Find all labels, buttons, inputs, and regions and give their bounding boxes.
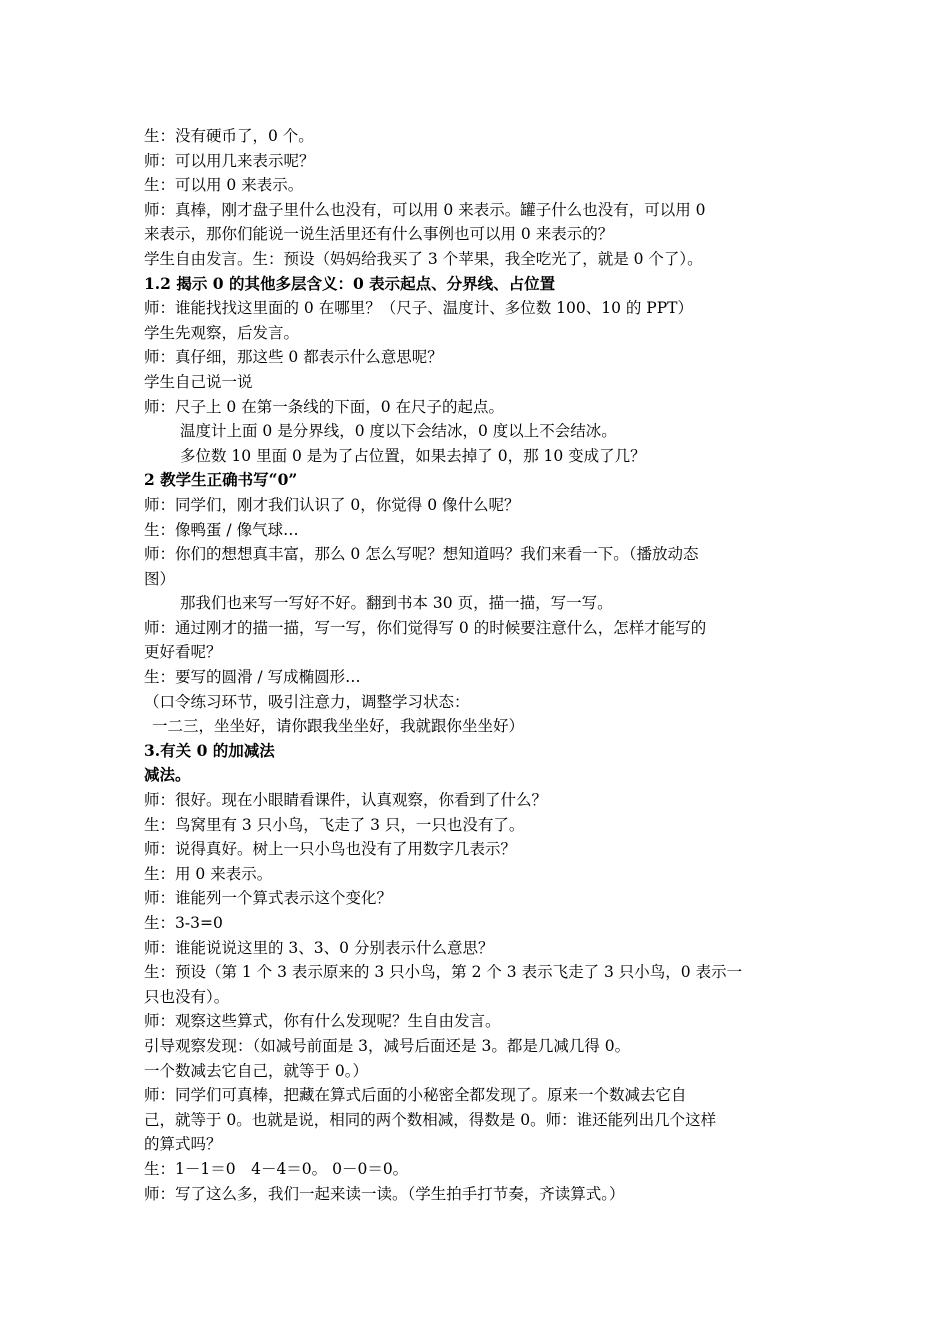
text-line: 生：要写的圆滑 / 写成椭圆形… bbox=[144, 668, 361, 687]
text-line: 生：像鸭蛋 / 像气球… bbox=[144, 520, 299, 539]
text-line: 师：真仔细，那这些 0 都表示什么意思呢？ bbox=[144, 348, 443, 367]
text-line: 师：可以用几来表示呢？ bbox=[144, 151, 315, 170]
text-line: 师：写了这么多，我们一起来读一读。（学生拍手打节奏，齐读算式。） bbox=[144, 1184, 625, 1203]
text-line: 师：谁能列一个算式表示这个变化？ bbox=[144, 889, 393, 908]
text-line: 师：真棒，刚才盘子里什么也没有，可以用 0 来表示。罐子什么也没有，可以用 0 bbox=[144, 200, 706, 219]
text-line: 引导观察发现：（如减号前面是 3，减号后面还是 3。都是几减几得 0。 bbox=[144, 1036, 631, 1055]
section-heading: 1.2 揭示 0 的其他多层含义：0 表示起点、分界线、占位置 bbox=[144, 273, 556, 293]
text-line: 来表示，那你们能说一说生活里还有什么事例也可以用 0 来表示的？ bbox=[144, 225, 614, 244]
section-heading: 3.有关 0 的加减法 bbox=[144, 740, 275, 760]
text-line: 师：观察这些算式，你有什么发现呢？生自由发言。 bbox=[144, 1012, 501, 1031]
text-line: 温度计上面 0 是分界线，0 度以下会结冰，0 度以上不会结冰。 bbox=[180, 422, 617, 441]
text-line: 师：很好。现在小眼睛看课件，认真观察，你看到了什么？ bbox=[144, 791, 548, 810]
text-line: 师：谁能说说这里的 3、3、0 分别表示什么意思？ bbox=[144, 938, 494, 957]
text-line: 学生先观察，后发言。 bbox=[144, 323, 300, 342]
subsection-heading: 减法。 bbox=[144, 765, 191, 785]
text-line: 师：同学们可真棒，把藏在算式后面的小秘密全都发现了。原来一个数减去它自 bbox=[144, 1086, 687, 1105]
text-line: 师：尺子上 0 在第一条线的下面，0 在尺子的起点。 bbox=[144, 397, 505, 416]
section-heading: 2 教学生正确书写“0” bbox=[144, 470, 298, 490]
text-line: 生：3-3=0 bbox=[144, 914, 223, 932]
text-line: 一二三，坐坐好，请你跟我坐坐好，我就跟你坐坐好） bbox=[152, 717, 525, 736]
text-line: 生：没有硬币了，0 个。 bbox=[144, 127, 314, 145]
text-line: 一个数减去它自己，就等于 0。） bbox=[144, 1061, 369, 1080]
text-line: 师：通过刚才的描一描，写一写，你们觉得写 0 的时候要注意什么，怎样才能写的 bbox=[144, 618, 707, 637]
text-line: 师：说得真好。树上一只小鸟也没有了用数字几表示？ bbox=[144, 840, 517, 859]
text-line: 学生自己说一说 bbox=[144, 372, 253, 391]
text-line: 生：可以用 0 来表示。 bbox=[144, 176, 304, 195]
text-line: 生：预设（第 1 个 3 表示原来的 3 只小鸟，第 2 个 3 表示飞走了 3 只小鸟，0 表示一 bbox=[144, 963, 743, 982]
text-line: 己，就等于 0。也就是说，相同的两个数相减，得数是 0。师：谁还能列出几个这样 bbox=[144, 1110, 717, 1129]
text-line: 多位数 10 里面 0 是为了占位置，如果去掉了 0，那 10 变成了几？ bbox=[180, 446, 646, 465]
text-line: 只也没有）。 bbox=[144, 987, 230, 1006]
text-line: 的算式吗？ bbox=[144, 1135, 222, 1154]
text-line: 生：鸟窝里有 3 只小鸟，飞走了 3 只，一只也没有了。 bbox=[144, 815, 525, 834]
text-line: 师：谁能找找这里面的 0 在哪里？（尺子、温度计、多位数 100、10 的 PPT） bbox=[144, 299, 694, 318]
text-line: 师：你们的想想真丰富，那么 0 怎么写呢？想知道吗？我们来看一下。（播放动态 bbox=[144, 545, 699, 564]
text-line: 学生自由发言。生：预设（妈妈给我买了 3 个苹果，我全吃光了，就是 0 个了）。 bbox=[144, 249, 703, 268]
document-page bbox=[144, 124, 814, 1206]
text-line: 师：同学们，刚才我们认识了 0，你觉得 0 像什么呢？ bbox=[144, 495, 520, 514]
text-line: 那我们也来写一写好不好。翻到书本 30 页，描一描，写一写。 bbox=[180, 594, 613, 613]
text-line: 生：用 0 来表示。 bbox=[144, 864, 273, 883]
text-line: 更好看呢？ bbox=[144, 643, 222, 662]
text-line: 图） bbox=[144, 569, 176, 588]
text-line: （口令练习环节，吸引注意力，调整学习状态： bbox=[144, 692, 470, 711]
text-line: 生：1－1＝0 4－4＝0。 0－0＝0。 bbox=[144, 1159, 409, 1178]
